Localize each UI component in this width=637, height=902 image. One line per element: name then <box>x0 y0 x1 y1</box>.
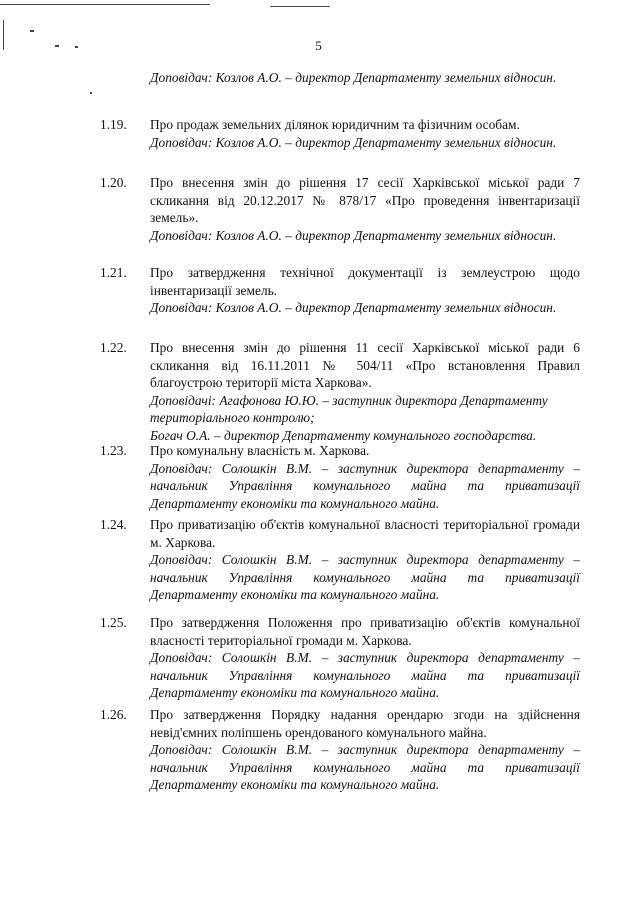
reporters <box>150 392 580 445</box>
reporter-line: Доповідачі: Агафонова Ю.Ю. – заступник директора Департаменту <box>150 392 548 408</box>
reporter-line: Доповідач: Солошкін В.М. – заступник директора департаменту – начальник Управління комунального майна та приватизації Департаменту економіки та комунального майна. <box>150 552 580 602</box>
item-title: Про затвердження Положення про приватизацію об'єктів комунальної власності територіальної громади м. Харкова. <box>150 615 580 648</box>
reporter-line: Доповідач: Козлов А.О. – директор Департаменту земельних відносин. <box>150 70 557 85</box>
item-number: 1.26. <box>100 707 127 722</box>
item-title: Про затвердження технічної документації із землеустрою щодо інвентаризації земель. <box>150 265 580 298</box>
reporter-line: Доповідач: Козлов А.О. – директор Департаменту земельних відносин. <box>150 227 557 243</box>
reporter-line: Доповідач: Солошкін В.М. – заступник директора департаменту – начальник Управління комунального майна та приватизації Департаменту економіки та комунального майна. <box>150 460 580 511</box>
scan-artifact <box>0 4 210 5</box>
item-number: 1.20. <box>100 175 127 190</box>
page-number: 5 <box>315 38 322 53</box>
item-title: Про приватизацію об'єктів комунальної власності територіальної громади м. Харкова. <box>150 517 580 550</box>
item-title: Про затвердження Порядку надання орендарю згоди на здійснення невід'ємних поліпшень орендованого комунального майна. <box>150 707 580 740</box>
reporter-line: Доповідач: Козлов А.О. – директор Департаменту земельних відносин. <box>150 134 557 150</box>
item-title: Про внесення змін до рішення 17 сесії Харківської міської ради 7 скликання від 20.12.2017 № 878/17 «Про проведення інвентаризації земель». <box>150 175 580 225</box>
scan-artifact <box>90 92 92 94</box>
reporter-line: територіального контролю; <box>150 410 315 425</box>
item-number: 1.24. <box>100 517 127 532</box>
item-number: 1.25. <box>100 615 127 630</box>
item-number: 1.19. <box>100 117 127 132</box>
reporter-line: Доповідач: Козлов А.О. – директор Департаменту земельних відносин. <box>150 300 557 315</box>
reporter-line: Доповідач: Солошкін В.М. – заступник директора департаменту – начальник Управління комунального майна та приватизації Департаменту економіки та комунального майна. <box>150 742 580 792</box>
reporter-line: Богач О.А. – директор Департаменту комунального господарства. <box>150 427 537 443</box>
item-title: Про внесення змін до рішення 11 сесії Харківської міської ради 6 скликання від 16.11.2011 № 504/11 «Про встановлення Правил благоустрою території міста Харкова». <box>150 340 580 390</box>
item-number: 1.23. <box>100 443 127 458</box>
item-number: 1.21. <box>100 265 127 280</box>
scan-artifact <box>30 30 34 32</box>
item-number: 1.22. <box>100 340 127 355</box>
item-title: Про комунальну власність м. Харкова. <box>150 443 370 458</box>
item-title: Про продаж земельних ділянок юридичним та фізичним особам. <box>150 117 520 132</box>
scan-artifact <box>270 6 330 7</box>
reporter-line: Доповідач: Солошкін В.М. – заступник директора департаменту – начальник Управління комунального майна та приватизації Департаменту економіки та комунального майна. <box>150 650 580 700</box>
